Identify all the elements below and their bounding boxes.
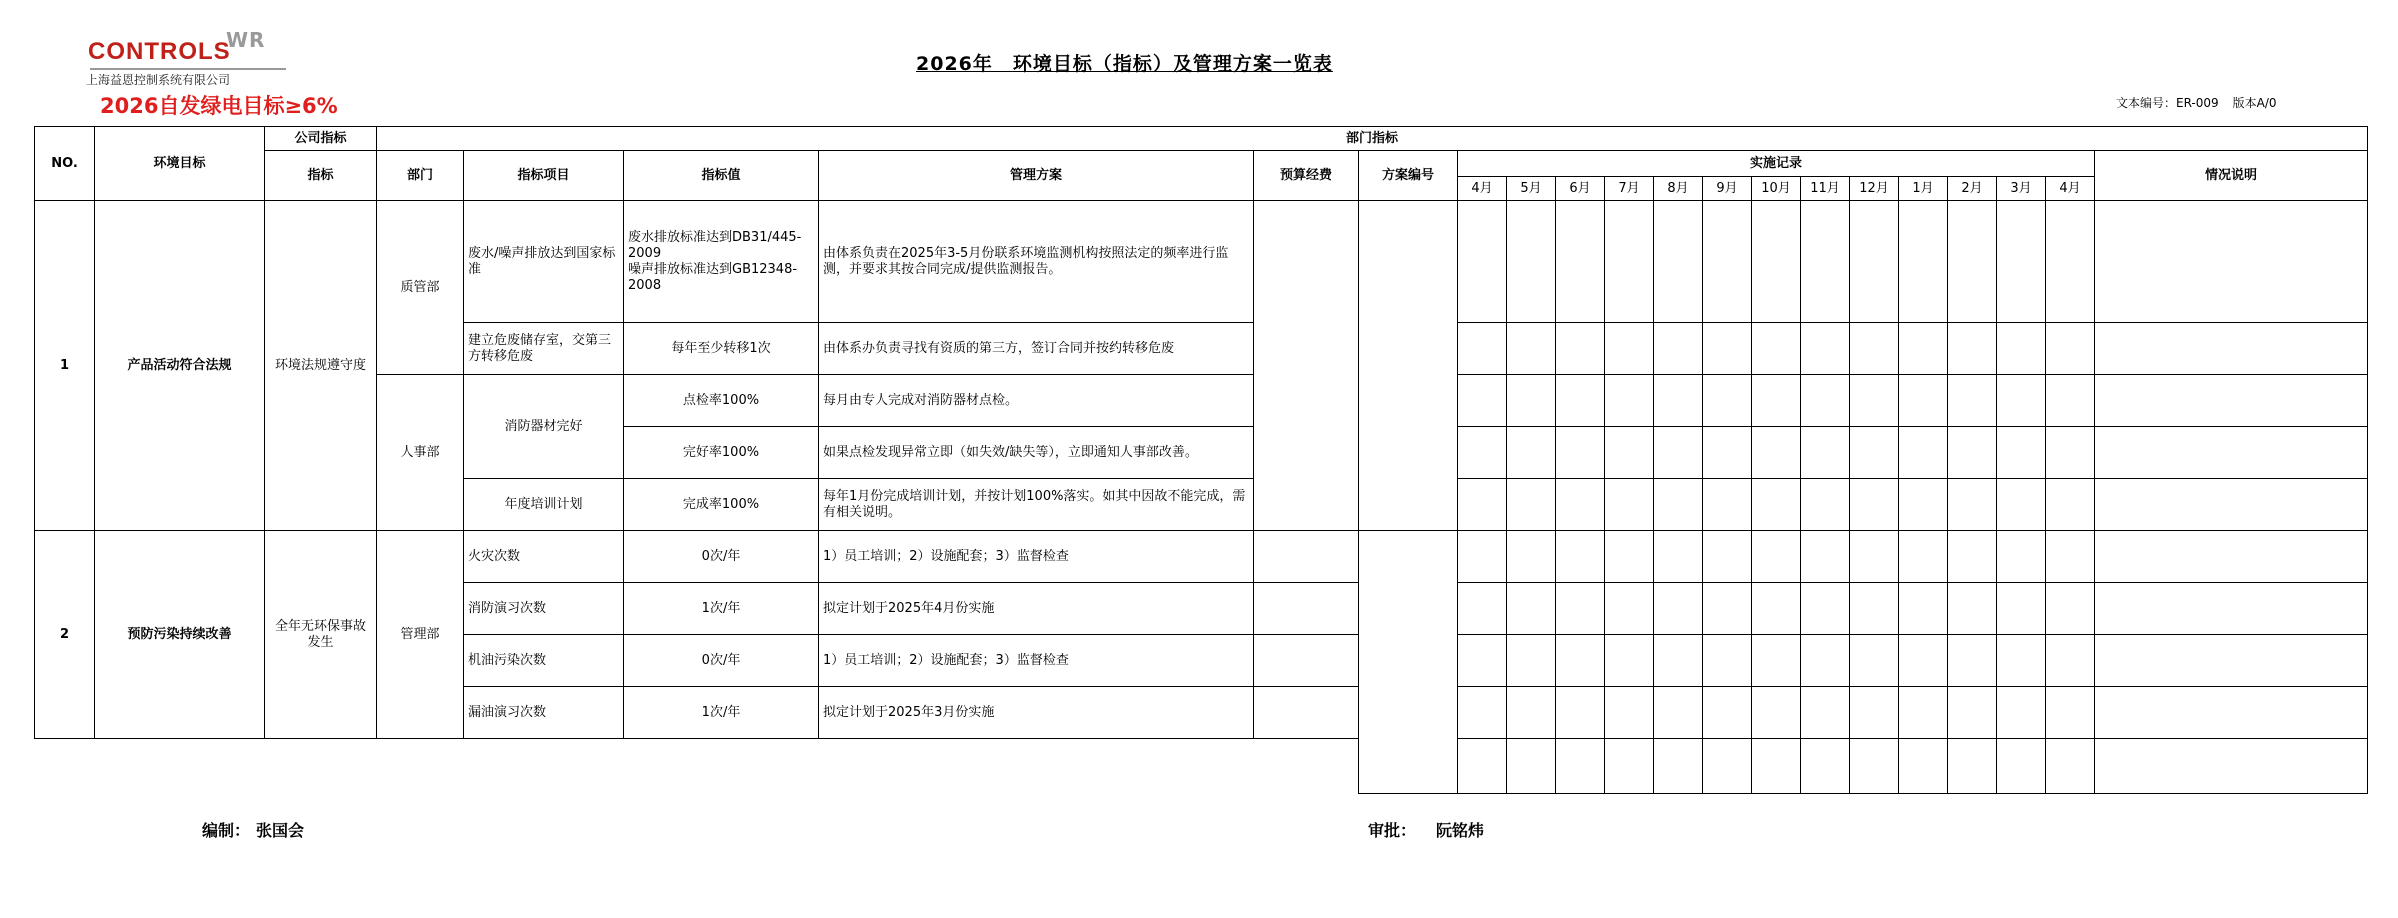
company-index-cell: 全年无环保事故发生 (265, 531, 377, 739)
notes-cell (2095, 635, 2368, 687)
month-header: 12月 (1850, 177, 1899, 201)
company-name: 上海益恩控制系统有限公司 (86, 73, 231, 87)
month-header: 4月 (1458, 177, 1507, 201)
plan-cell: 每月由专人完成对消防器材点检。 (819, 375, 1254, 427)
compiler-footer (202, 818, 304, 841)
index-value-cell: 废水排放标准达到DB31/445-2009 噪声排放标准达到GB12348-2008 (624, 201, 819, 323)
header-index-value: 指标值 (624, 151, 819, 201)
month-header: 5月 (1507, 177, 1556, 201)
header-notes: 情况说明 (2095, 151, 2368, 201)
environment-target-table (34, 126, 2368, 794)
budget-cell (1254, 687, 1359, 739)
month-header: 11月 (1801, 177, 1850, 201)
notes-cell (2095, 201, 2368, 323)
document-number (2116, 94, 2277, 111)
row-no: 1 (35, 201, 95, 531)
header-company-index: 公司指标 (265, 127, 377, 151)
dept-cell: 人事部 (377, 375, 464, 531)
plan-cell: 1）员工培训；2）设施配套；3）监督检查 (819, 635, 1254, 687)
dept-cell: 管理部 (377, 531, 464, 739)
plan-cell: 拟定计划于2025年4月份实施 (819, 583, 1254, 635)
plan-cell: 每年1月份完成培训计划，并按计划100%落实。如其中因故不能完成，需有相关说明。 (819, 479, 1254, 531)
row-no: 2 (35, 531, 95, 739)
company-logo (86, 28, 306, 87)
plan-no-cell (1359, 531, 1458, 794)
index-item-cell: 漏油演习次数 (464, 687, 624, 739)
dept-cell: 质管部 (377, 201, 464, 375)
header-records: 实施记录 (1458, 151, 2095, 177)
index-value-cell: 完好率100% (624, 427, 819, 479)
notes-cell (2095, 739, 2368, 794)
logo-divider (90, 68, 286, 70)
index-item-cell: 建立危废储存室，交第三方转移危废 (464, 323, 624, 375)
notes-cell (2095, 427, 2368, 479)
header-plan-no: 方案编号 (1359, 151, 1458, 201)
version-text: 版本A/0 (2232, 96, 2277, 110)
plan-cell: 由体系负责在2025年3-5月份联系环境监测机构按照法定的频率进行监测，并要求其按合同完成/提供监测报告。 (819, 201, 1254, 323)
index-value-cell: 点检率100% (624, 375, 819, 427)
approver-label: 审批： (1368, 821, 1417, 840)
budget-cell (1254, 583, 1359, 635)
month-header: 3月 (1997, 177, 2046, 201)
index-value-cell: 0次/年 (624, 531, 819, 583)
month-header: 2月 (1948, 177, 1997, 201)
index-value-cell: 每年至少转移1次 (624, 323, 819, 375)
compiler-label: 编制： (202, 821, 251, 840)
month-header: 6月 (1556, 177, 1605, 201)
index-value-cell: 完成率100% (624, 479, 819, 531)
index-item-cell: 年度培训计划 (464, 479, 624, 531)
table-row (35, 739, 2368, 794)
green-power-goal: 2026自发绿电目标≥6% (100, 94, 338, 118)
month-header: 7月 (1605, 177, 1654, 201)
month-header: 9月 (1703, 177, 1752, 201)
header-plan: 管理方案 (819, 151, 1254, 201)
page-title: 2026年 环境目标（指标）及管理方案一览表 (916, 53, 1333, 75)
month-header: 1月 (1899, 177, 1948, 201)
header-index: 指标 (265, 151, 377, 201)
table-row (35, 201, 2368, 323)
notes-cell (2095, 687, 2368, 739)
notes-cell (2095, 375, 2368, 427)
notes-cell (2095, 531, 2368, 583)
approver-name: 阮铭炜 (1436, 821, 1485, 840)
env-target-cell: 产品活动符合法规 (95, 201, 265, 531)
index-item-cell: 废水/噪声排放达到国家标准 (464, 201, 624, 323)
plan-cell: 1）员工培训；2）设施配套；3）监督检查 (819, 531, 1254, 583)
budget-cell (1254, 201, 1359, 531)
table-row (35, 531, 2368, 583)
notes-cell (2095, 479, 2368, 531)
header-dept: 部门 (377, 151, 464, 201)
company-index-cell: 环境法规遵守度 (265, 201, 377, 531)
index-value-cell: 1次/年 (624, 583, 819, 635)
header-env-target: 环境目标 (95, 127, 265, 201)
index-value-cell: 0次/年 (624, 635, 819, 687)
header-budget: 预算经费 (1254, 151, 1359, 201)
logo-wr-text: WR (226, 28, 266, 52)
index-item-cell: 机油污染次数 (464, 635, 624, 687)
logo-controls-text: CONTROLS (88, 38, 231, 65)
header-no: NO. (35, 127, 95, 201)
table-row (35, 375, 2368, 427)
env-target-cell: 预防污染持续改善 (95, 531, 265, 739)
compiler-name: 张国会 (256, 821, 305, 840)
plan-cell: 由体系办负责寻找有资质的第三方，签订合同并按约转移危废 (819, 323, 1254, 375)
month-header: 10月 (1752, 177, 1801, 201)
doc-number-text: 文本编号：ER-009 (2116, 96, 2219, 110)
index-value-cell: 1次/年 (624, 687, 819, 739)
approver-footer (1368, 818, 1484, 841)
plan-no-cell (1359, 201, 1458, 531)
plan-cell: 如果点检发现异常立即（如失效/缺失等），立即通知人事部改善。 (819, 427, 1254, 479)
budget-cell (1254, 531, 1359, 583)
header-dept-index: 部门指标 (377, 127, 2368, 151)
month-header: 8月 (1654, 177, 1703, 201)
index-item-cell: 火灾次数 (464, 531, 624, 583)
notes-cell (2095, 583, 2368, 635)
notes-cell (2095, 323, 2368, 375)
budget-cell (1254, 635, 1359, 687)
index-item-cell: 消防器材完好 (464, 375, 624, 479)
header-index-item: 指标项目 (464, 151, 624, 201)
plan-cell: 拟定计划于2025年3月份实施 (819, 687, 1254, 739)
month-header: 4月 (2046, 177, 2095, 201)
index-item-cell: 消防演习次数 (464, 583, 624, 635)
